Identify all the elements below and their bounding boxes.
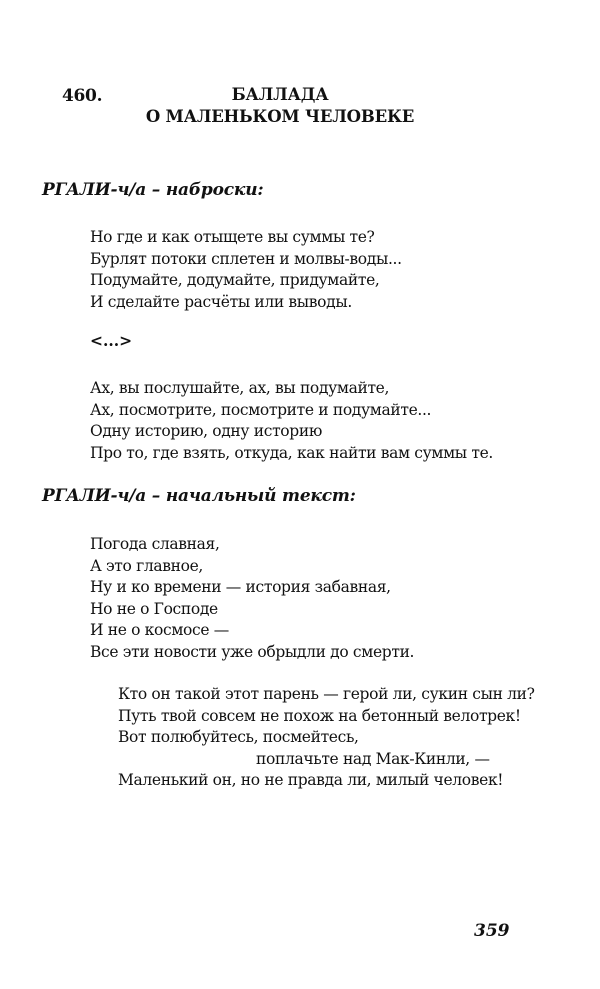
verse-line: И сделайте расчёты или выводы. (90, 292, 352, 311)
verse-line: Вот полюбуйтесь, посмейтесь, (118, 728, 359, 746)
verse-line: Маленький он, но не правда ли, милый человек! (118, 771, 504, 789)
verse-line: Ну и ко времени — история забавная, (90, 578, 391, 596)
page-number: 359 (474, 921, 510, 941)
stanza (90, 378, 493, 464)
omission-mark: <...> (90, 331, 133, 350)
poem-title-line: О МАЛЕНЬКОМ ЧЕЛОВЕКЕ (145, 107, 415, 126)
verse-line: Все эти новости уже обрыдли до смерти. (90, 642, 415, 661)
verse-line: Бурлят потоки сплетен и молвы-воды... (90, 249, 402, 268)
verse-line: И не о космосе — (90, 621, 229, 639)
verse-line-indented: поплачьте над Мак-Кинли, — (256, 749, 490, 768)
stanza (90, 534, 414, 663)
verse-line: Но где и как отыщете вы суммы те? (90, 228, 375, 246)
poem-title (120, 84, 440, 128)
poem-number: 460. (62, 86, 103, 106)
section-heading-initial-text: РГАЛИ-ч/а – начальный текст: (42, 486, 356, 506)
verse-line: Но не о Господе (90, 599, 218, 618)
poem-title-line: БАЛЛАДА (231, 85, 329, 104)
stanza-refrain (118, 684, 535, 792)
verse-line: Погода славная, (90, 535, 220, 553)
verse-line: Ах, посмотрите, посмотрите и подумайте... (90, 400, 432, 419)
section-heading-sketches: РГАЛИ-ч/а – наброски: (42, 180, 264, 200)
verse-line: Подумайте, додумайте, придумайте, (90, 271, 380, 289)
verse-line: Одну историю, одну историю (90, 422, 322, 440)
verse-line: А это главное, (90, 556, 203, 575)
verse-line: Путь твой совсем не похож на бетонный велотрек! (118, 706, 521, 725)
verse-line: Кто он такой этот парень — герой ли, сукин сын ли? (118, 685, 535, 703)
verse-line: Ах, вы послушайте, ах, вы подумайте, (90, 379, 390, 397)
stanza (90, 227, 402, 313)
verse-line: Про то, где взять, откуда, как найти вам суммы те. (90, 443, 493, 462)
